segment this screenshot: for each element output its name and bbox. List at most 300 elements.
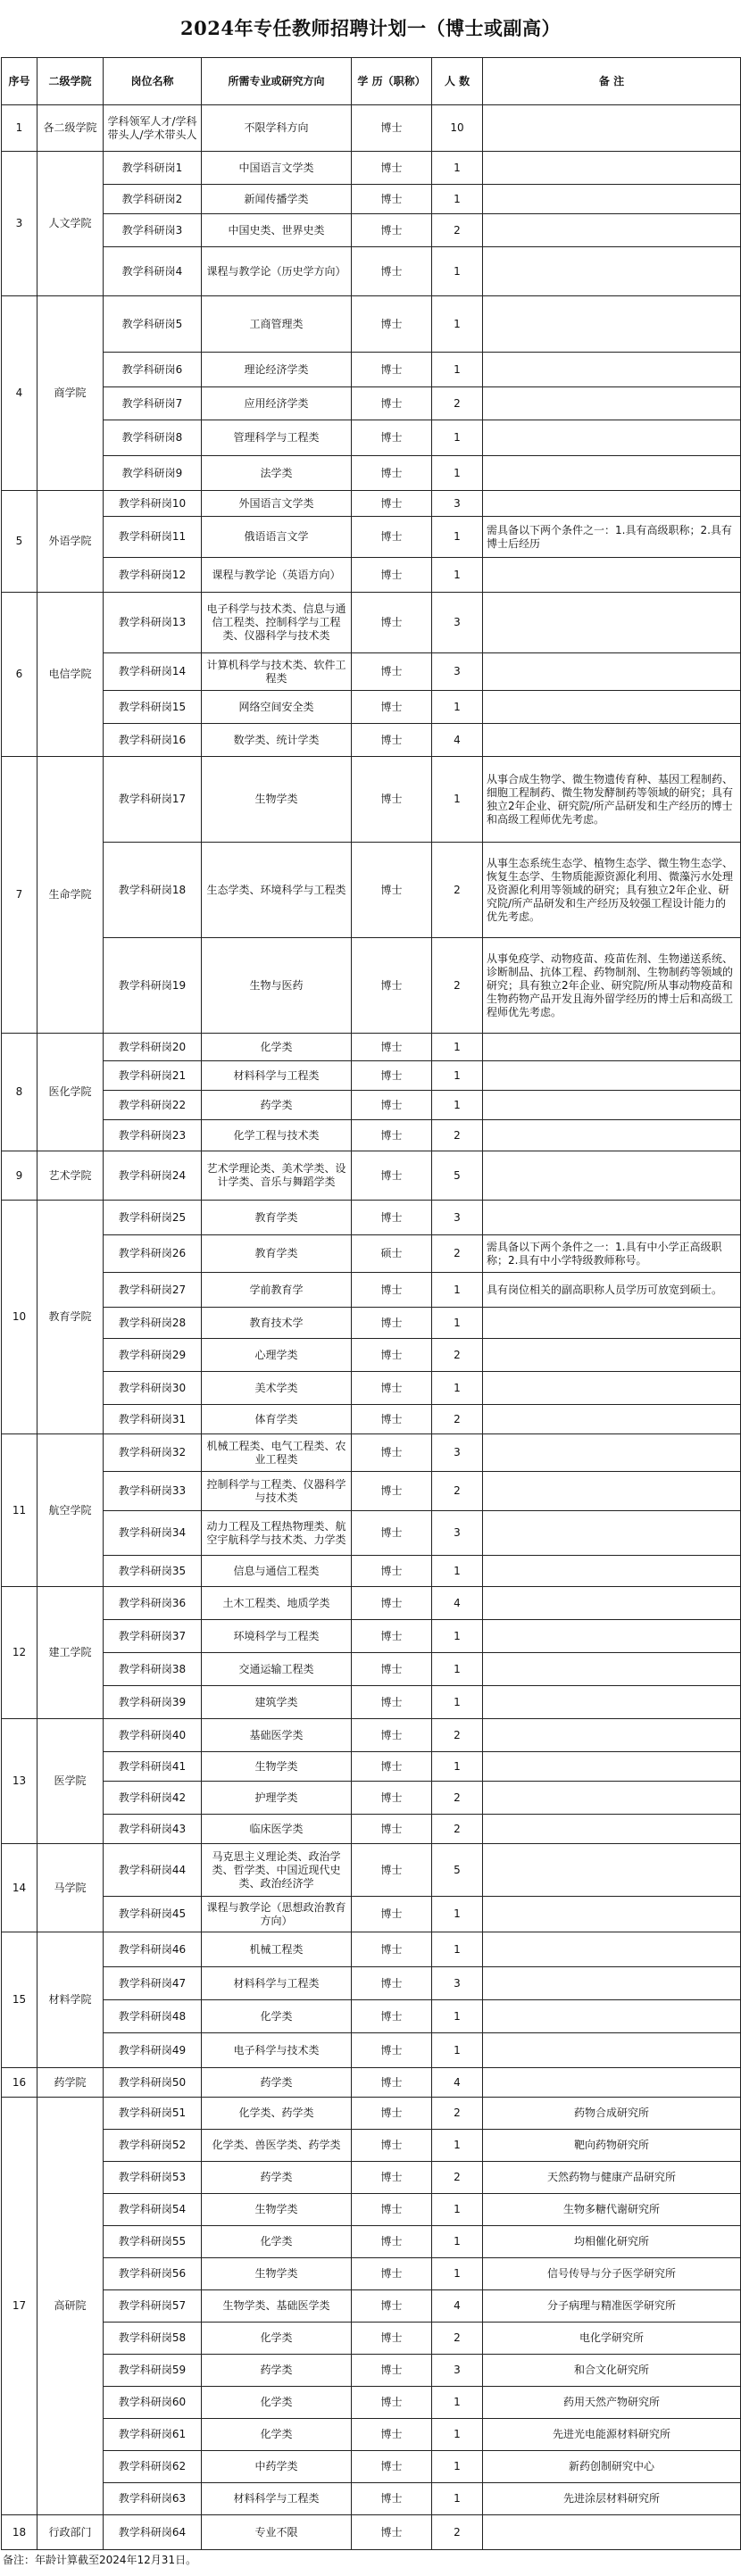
cell-degree: 博士 — [352, 296, 432, 353]
footer-note: 备注：年龄计算截至2024年12月31日。 — [3, 2554, 197, 2566]
cell-college: 医学院 — [37, 1719, 104, 1844]
cell-note: 药用天然产物研究所 — [483, 2387, 741, 2419]
cell-note — [483, 1719, 741, 1752]
table-row — [2, 691, 741, 724]
cell-post: 学科领军人才/学科带头人/学术带头人 — [104, 105, 202, 152]
cell-count: 1 — [432, 2194, 483, 2226]
cell-note — [483, 1752, 741, 1782]
cell-major: 化学类 — [202, 2000, 352, 2033]
table-row — [2, 1273, 741, 1308]
table-row — [2, 247, 741, 296]
cell-degree: 博士 — [352, 2387, 432, 2419]
cell-post: 教学科研岗43 — [104, 1815, 202, 1844]
cell-note — [483, 1620, 741, 1653]
cell-count: 1 — [432, 2130, 483, 2162]
table-row — [2, 387, 741, 420]
cell-count: 1 — [432, 1061, 483, 1091]
cell-count: 1 — [432, 1034, 483, 1061]
cell-note — [483, 1472, 741, 1511]
page-title: 2024年专任教师招聘计划一（博士或副高） — [180, 17, 561, 39]
cell-post: 教学科研岗27 — [104, 1273, 202, 1308]
cell-note: 靶向药物研究所 — [483, 2130, 741, 2162]
table-row — [2, 2451, 741, 2483]
cell-count: 1 — [432, 1752, 483, 1782]
cell-degree: 博士 — [352, 1686, 432, 1719]
cell-note: 生物多糖代谢研究所 — [483, 2194, 741, 2226]
cell-major: 教育技术学 — [202, 1308, 352, 1339]
cell-note — [483, 387, 741, 420]
cell-degree: 博士 — [352, 2290, 432, 2323]
cell-note — [483, 1091, 741, 1120]
header-post: 岗位名称 — [104, 58, 202, 105]
cell-degree: 博士 — [352, 1932, 432, 1967]
cell-degree: 博士 — [352, 152, 432, 185]
cell-major: 机械工程类 — [202, 1932, 352, 1967]
cell-degree: 博士 — [352, 1091, 432, 1120]
cell-count: 2 — [432, 2515, 483, 2550]
cell-note — [483, 1339, 741, 1372]
cell-note — [483, 420, 741, 456]
cell-count: 2 — [432, 1472, 483, 1511]
cell-note: 和合文化研究所 — [483, 2355, 741, 2387]
table-row — [2, 1201, 741, 1235]
cell-index: 6 — [2, 593, 37, 757]
cell-index: 9 — [2, 1151, 37, 1201]
table-row — [2, 1782, 741, 1815]
cell-post: 教学科研岗31 — [104, 1405, 202, 1434]
cell-major: 环境科学与工程类 — [202, 1620, 352, 1653]
cell-post: 教学科研岗56 — [104, 2258, 202, 2290]
cell-post: 教学科研岗6 — [104, 353, 202, 387]
cell-college: 医化学院 — [37, 1034, 104, 1151]
cell-count: 2 — [432, 2098, 483, 2130]
table-row — [2, 152, 741, 185]
cell-count: 2 — [432, 2162, 483, 2194]
table-row — [2, 1472, 741, 1511]
cell-post: 教学科研岗50 — [104, 2068, 202, 2098]
cell-post: 教学科研岗30 — [104, 1372, 202, 1405]
cell-index: 5 — [2, 491, 37, 593]
cell-note — [483, 1967, 741, 2000]
table-row — [2, 2226, 741, 2258]
table-row — [2, 2000, 741, 2033]
cell-post: 教学科研岗2 — [104, 185, 202, 214]
cell-count: 2 — [432, 214, 483, 247]
header-count: 人 数 — [432, 58, 483, 105]
cell-degree: 博士 — [352, 1556, 432, 1587]
cell-degree: 博士 — [352, 1061, 432, 1091]
cell-post: 教学科研岗42 — [104, 1782, 202, 1815]
cell-note — [483, 1653, 741, 1686]
cell-post: 教学科研岗25 — [104, 1201, 202, 1235]
cell-count: 1 — [432, 2000, 483, 2033]
cell-post: 教学科研岗29 — [104, 1339, 202, 1372]
cell-college: 生命学院 — [37, 757, 104, 1034]
cell-note — [483, 653, 741, 691]
cell-post: 教学科研岗18 — [104, 843, 202, 938]
cell-count: 3 — [432, 1967, 483, 2000]
table-row — [2, 1308, 741, 1339]
cell-index: 16 — [2, 2068, 37, 2098]
cell-note — [483, 2000, 741, 2033]
cell-post: 教学科研岗51 — [104, 2098, 202, 2130]
cell-count: 2 — [432, 843, 483, 938]
table-row — [2, 593, 741, 653]
cell-index: 8 — [2, 1034, 37, 1151]
cell-major: 生物学类、基础医学类 — [202, 2290, 352, 2323]
cell-note — [483, 1120, 741, 1151]
cell-post: 教学科研岗36 — [104, 1587, 202, 1620]
table-row — [2, 1620, 741, 1653]
table-row — [2, 2290, 741, 2323]
cell-major: 中国史类、世界史类 — [202, 214, 352, 247]
cell-count: 4 — [432, 724, 483, 757]
cell-note — [483, 2068, 741, 2098]
cell-note — [483, 1201, 741, 1235]
cell-index: 17 — [2, 2098, 37, 2515]
cell-count: 1 — [432, 1372, 483, 1405]
cell-post: 教学科研岗57 — [104, 2290, 202, 2323]
cell-count: 3 — [432, 593, 483, 653]
cell-count: 1 — [432, 691, 483, 724]
cell-count: 2 — [432, 2323, 483, 2355]
cell-note — [483, 296, 741, 353]
cell-note — [483, 1556, 741, 1587]
cell-college: 商学院 — [37, 296, 104, 491]
cell-major: 生物学类 — [202, 1752, 352, 1782]
cell-degree: 博士 — [352, 420, 432, 456]
cell-count: 3 — [432, 653, 483, 691]
cell-count: 2 — [432, 1405, 483, 1434]
cell-note — [483, 1405, 741, 1434]
cell-college: 建工学院 — [37, 1587, 104, 1719]
table-row — [2, 1653, 741, 1686]
cell-degree: 博士 — [352, 353, 432, 387]
header-index: 序号 — [2, 58, 37, 105]
cell-major: 化学类 — [202, 1034, 352, 1061]
cell-index: 18 — [2, 2515, 37, 2550]
cell-college: 人文学院 — [37, 152, 104, 296]
cell-note: 天然药物与健康产品研究所 — [483, 2162, 741, 2194]
cell-note — [483, 1897, 741, 1932]
cell-note: 从事合成生物学、微生物遗传育种、基因工程制药、细胞工程制药、微生物发酵制药等领域的研究；具有独立2年企业、研究院/所产品研发和生产经历的博士和高级工程师优先考虑。 — [483, 757, 741, 843]
cell-note — [483, 353, 741, 387]
cell-major: 化学类、药学类 — [202, 2098, 352, 2130]
cell-major: 化学类 — [202, 2226, 352, 2258]
cell-major: 俄语语言文学 — [202, 517, 352, 558]
table-row — [2, 2483, 741, 2515]
cell-note: 电化学研究所 — [483, 2323, 741, 2355]
cell-major: 教育学类 — [202, 1201, 352, 1235]
cell-major: 生物学类 — [202, 2258, 352, 2290]
table-row — [2, 1235, 741, 1273]
cell-post: 教学科研岗16 — [104, 724, 202, 757]
cell-count: 1 — [432, 2033, 483, 2068]
cell-degree: 博士 — [352, 456, 432, 491]
cell-post: 教学科研岗34 — [104, 1511, 202, 1556]
cell-count: 1 — [432, 1308, 483, 1339]
cell-degree: 博士 — [352, 1897, 432, 1932]
table-row — [2, 185, 741, 214]
cell-post: 教学科研岗17 — [104, 757, 202, 843]
cell-major: 网络空间安全类 — [202, 691, 352, 724]
table-row — [2, 1815, 741, 1844]
cell-major: 药学类 — [202, 2068, 352, 2098]
cell-major: 课程与教学论（英语方向） — [202, 558, 352, 593]
cell-major: 课程与教学论（历史学方向） — [202, 247, 352, 296]
cell-degree: 硕士 — [352, 1235, 432, 1273]
cell-major: 管理科学与工程类 — [202, 420, 352, 456]
cell-count: 2 — [432, 387, 483, 420]
cell-note — [483, 1686, 741, 1719]
cell-note — [483, 1151, 741, 1201]
cell-post: 教学科研岗3 — [104, 214, 202, 247]
cell-post: 教学科研岗19 — [104, 938, 202, 1034]
cell-count: 1 — [432, 2419, 483, 2451]
cell-major: 专业不限 — [202, 2515, 352, 2550]
cell-count: 1 — [432, 2451, 483, 2483]
cell-degree: 博士 — [352, 1719, 432, 1752]
cell-degree: 博士 — [352, 1782, 432, 1815]
cell-degree: 博士 — [352, 1034, 432, 1061]
cell-count: 1 — [432, 247, 483, 296]
cell-degree: 博士 — [352, 2226, 432, 2258]
table-row — [2, 105, 741, 152]
table-row — [2, 2130, 741, 2162]
cell-post: 教学科研岗62 — [104, 2451, 202, 2483]
cell-major: 化学类、兽医学类、药学类 — [202, 2130, 352, 2162]
cell-post: 教学科研岗61 — [104, 2419, 202, 2451]
table-row — [2, 1434, 741, 1472]
cell-index: 4 — [2, 296, 37, 491]
cell-major: 外国语言文学类 — [202, 491, 352, 517]
cell-post: 教学科研岗45 — [104, 1897, 202, 1932]
cell-degree: 博士 — [352, 558, 432, 593]
table-row — [2, 214, 741, 247]
cell-post: 教学科研岗49 — [104, 2033, 202, 2068]
cell-major: 电子科学与技术类 — [202, 2033, 352, 2068]
cell-post: 教学科研岗37 — [104, 1620, 202, 1653]
cell-post: 教学科研岗28 — [104, 1308, 202, 1339]
cell-post: 教学科研岗13 — [104, 593, 202, 653]
cell-college: 艺术学院 — [37, 1151, 104, 1201]
cell-note — [483, 185, 741, 214]
cell-note — [483, 1372, 741, 1405]
cell-post: 教学科研岗48 — [104, 2000, 202, 2033]
table-row — [2, 1752, 741, 1782]
cell-note — [483, 1034, 741, 1061]
cell-major: 应用经济学类 — [202, 387, 352, 420]
cell-major: 生物与医药 — [202, 938, 352, 1034]
cell-note — [483, 1782, 741, 1815]
table-row — [2, 1587, 741, 1620]
cell-count: 4 — [432, 1587, 483, 1620]
cell-note: 信号传导与分子医学研究所 — [483, 2258, 741, 2290]
cell-count: 1 — [432, 2226, 483, 2258]
cell-major: 不限学科方向 — [202, 105, 352, 152]
cell-college: 各二级学院 — [37, 105, 104, 152]
cell-post: 教学科研岗59 — [104, 2355, 202, 2387]
table-row — [2, 456, 741, 491]
cell-major: 材料科学与工程类 — [202, 2483, 352, 2515]
cell-note: 药物合成研究所 — [483, 2098, 741, 2130]
cell-major: 工商管理类 — [202, 296, 352, 353]
cell-note: 先进涂层材料研究所 — [483, 2483, 741, 2515]
cell-college: 材料学院 — [37, 1932, 104, 2068]
cell-post: 教学科研岗63 — [104, 2483, 202, 2515]
cell-degree: 博士 — [352, 691, 432, 724]
table-row — [2, 653, 741, 691]
cell-college: 航空学院 — [37, 1434, 104, 1587]
cell-note: 从事免疫学、动物疫苗、疫苗佐剂、生物递送系统、诊断制品、抗体工程、药物制剂、生物制药等领域的研究；具有独立2年企业、研究院/所从事动物疫苗和生物药物产品开发且海外留学经历的博士后和高级工程师优先考虑。 — [483, 938, 741, 1034]
table-row — [2, 420, 741, 456]
cell-degree: 博士 — [352, 2068, 432, 2098]
cell-major: 基础医学类 — [202, 1719, 352, 1752]
cell-count: 1 — [432, 558, 483, 593]
cell-degree: 博士 — [352, 2258, 432, 2290]
cell-major: 控制科学与工程类、仪器科学与技术类 — [202, 1472, 352, 1511]
table-row — [2, 757, 741, 843]
cell-note — [483, 105, 741, 152]
cell-degree: 博士 — [352, 2323, 432, 2355]
cell-degree: 博士 — [352, 2130, 432, 2162]
cell-count: 1 — [432, 1653, 483, 1686]
cell-post: 教学科研岗14 — [104, 653, 202, 691]
cell-major: 土木工程类、地质学类 — [202, 1587, 352, 1620]
table-row — [2, 1844, 741, 1897]
cell-major: 数学类、统计学类 — [202, 724, 352, 757]
cell-count: 2 — [432, 1120, 483, 1151]
cell-college: 药学院 — [37, 2068, 104, 2098]
cell-index: 12 — [2, 1587, 37, 1719]
table-row — [2, 558, 741, 593]
table-row — [2, 843, 741, 938]
cell-count: 1 — [432, 152, 483, 185]
cell-count: 1 — [432, 1556, 483, 1587]
cell-post: 教学科研岗33 — [104, 1472, 202, 1511]
cell-post: 教学科研岗23 — [104, 1120, 202, 1151]
cell-degree: 博士 — [352, 2033, 432, 2068]
cell-post: 教学科研岗47 — [104, 1967, 202, 2000]
cell-degree: 博士 — [352, 1587, 432, 1620]
cell-major: 教育学类 — [202, 1235, 352, 1273]
cell-major: 化学类 — [202, 2387, 352, 2419]
cell-post: 教学科研岗24 — [104, 1151, 202, 1201]
cell-major: 马克思主义理论类、政治学类、哲学类、中国近现代史类、政治经济学 — [202, 1844, 352, 1897]
cell-major: 新闻传播学类 — [202, 185, 352, 214]
cell-college: 马学院 — [37, 1844, 104, 1932]
table-row — [2, 1897, 741, 1932]
cell-note: 均相催化研究所 — [483, 2226, 741, 2258]
cell-post: 教学科研岗41 — [104, 1752, 202, 1782]
cell-major: 化学类 — [202, 2419, 352, 2451]
table-row — [2, 491, 741, 517]
cell-index: 1 — [2, 105, 37, 152]
cell-count: 1 — [432, 1897, 483, 1932]
cell-post: 教学科研岗60 — [104, 2387, 202, 2419]
cell-post: 教学科研岗46 — [104, 1932, 202, 1967]
cell-degree: 博士 — [352, 214, 432, 247]
table-row — [2, 2068, 741, 2098]
cell-degree: 博士 — [352, 387, 432, 420]
cell-note — [483, 1815, 741, 1844]
cell-post: 教学科研岗15 — [104, 691, 202, 724]
cell-count: 1 — [432, 353, 483, 387]
cell-degree: 博士 — [352, 1201, 432, 1235]
table-row — [2, 2515, 741, 2550]
cell-note — [483, 1308, 741, 1339]
table-row — [2, 1719, 741, 1752]
cell-post: 教学科研岗38 — [104, 1653, 202, 1686]
table-row — [2, 296, 741, 353]
cell-note — [483, 2033, 741, 2068]
cell-degree: 博士 — [352, 2419, 432, 2451]
table-row — [2, 2258, 741, 2290]
cell-degree: 博士 — [352, 1967, 432, 2000]
header-major: 所需专业或研究方向 — [202, 58, 352, 105]
cell-degree: 博士 — [352, 2162, 432, 2194]
table-row — [2, 1686, 741, 1719]
table-row — [2, 2387, 741, 2419]
cell-post: 教学科研岗4 — [104, 247, 202, 296]
cell-count: 1 — [432, 2483, 483, 2515]
cell-major: 生物学类 — [202, 2194, 352, 2226]
cell-degree: 博士 — [352, 517, 432, 558]
cell-post: 教学科研岗9 — [104, 456, 202, 491]
cell-note — [483, 1932, 741, 1967]
cell-post: 教学科研岗1 — [104, 152, 202, 185]
cell-count: 1 — [432, 296, 483, 353]
cell-index: 13 — [2, 1719, 37, 1844]
cell-post: 教学科研岗22 — [104, 1091, 202, 1120]
cell-count: 1 — [432, 517, 483, 558]
cell-major: 生物学类 — [202, 757, 352, 843]
cell-college: 外语学院 — [37, 491, 104, 593]
cell-post: 教学科研岗39 — [104, 1686, 202, 1719]
cell-count: 1 — [432, 2258, 483, 2290]
cell-note — [483, 1587, 741, 1620]
cell-post: 教学科研岗55 — [104, 2226, 202, 2258]
cell-note — [483, 558, 741, 593]
cell-index: 10 — [2, 1201, 37, 1434]
table-row — [2, 2098, 741, 2130]
cell-major: 理论经济学类 — [202, 353, 352, 387]
cell-count: 2 — [432, 1815, 483, 1844]
cell-note: 具有岗位相关的副高职称人员学历可放宽到硕士。 — [483, 1273, 741, 1308]
cell-note — [483, 1434, 741, 1472]
cell-count: 2 — [432, 1719, 483, 1752]
cell-note: 需具备以下两个条件之一：1.具有中小学正高级职称；2.具有中小学特级教师称号。 — [483, 1235, 741, 1273]
table-row — [2, 938, 741, 1034]
cell-note — [483, 1844, 741, 1897]
cell-degree: 博士 — [352, 1372, 432, 1405]
table-row — [2, 1151, 741, 1201]
cell-degree: 博士 — [352, 1434, 432, 1472]
cell-major: 药学类 — [202, 2162, 352, 2194]
table-row — [2, 1061, 741, 1091]
cell-degree: 博士 — [352, 105, 432, 152]
cell-note: 从事生态系统生态学、植物生态学、微生物生态学、恢复生态学、生物质能源资源化利用、微藻污水处理及资源化利用等领域的研究；具有独立2年企业、研究院/所产品研发和生产经历及较强工程设计能力的优先考虑。 — [483, 843, 741, 938]
cell-post: 教学科研岗44 — [104, 1844, 202, 1897]
cell-count: 3 — [432, 1434, 483, 1472]
cell-major: 中国语言文学类 — [202, 152, 352, 185]
cell-degree: 博士 — [352, 491, 432, 517]
cell-note — [483, 247, 741, 296]
table-body — [2, 105, 741, 2550]
cell-count: 1 — [432, 1620, 483, 1653]
cell-degree: 博士 — [352, 2515, 432, 2550]
cell-count: 1 — [432, 1091, 483, 1120]
